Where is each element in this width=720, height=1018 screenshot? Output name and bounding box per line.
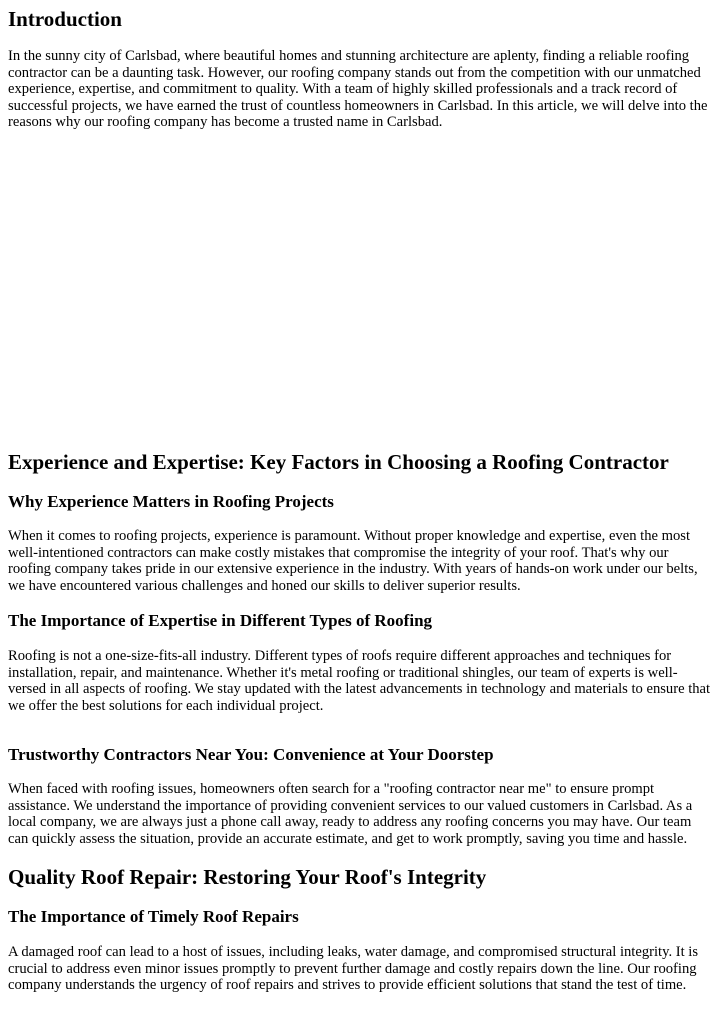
blank-space: [0, 140, 720, 440]
repair-heading: Quality Roof Repair: Restoring Your Roof's Integrity: [8, 865, 487, 889]
timely-repairs-paragraph: A damaged roof can lead to a host of issues, including leaks, water damage, and compromised structural integrity. It is crucial to address even minor issues promptly to prevent further damage and costly repairs down the line. Our roofing company understands the urgency of roof repairs and strives to provide efficient solutions that stand the test of time.: [8, 944, 699, 993]
contractors-near-heading: Trustworthy Contractors Near You: Convenience at Your Doorstep: [8, 745, 494, 764]
expertise-types-heading: The Importance of Expertise in Different Types of Roofing: [8, 611, 433, 630]
why-experience-paragraph: When it comes to roofing projects, experience is paramount. Without proper knowledge and expertise, even the most well-intentioned contractors can make costly mistakes that compromise the integrity of your roof. That's why our roofing company takes pride in our extensive experience in the industry. With years of hands-on work under our belts, we have encountered various challenges and honed our skills to deliver superior results.: [8, 528, 698, 594]
timely-repairs-heading: The Importance of Timely Roof Repairs: [8, 907, 299, 926]
expertise-types-paragraph: Roofing is not a one-size-fits-all industry. Different types of roofs require different approaches and techniques for installation, repair, and maintenance. Whether it's metal roofing or traditional shingles, our team of experts is well-versed in all aspects of roofing. We stay updated with the latest advancements in technology and materials to ensure that we offer the best solutions for each individual project.: [8, 648, 711, 714]
contractors-near-paragraph: When faced with roofing issues, homeowners often search for a "roofing contractor near me" to ensure prompt assistance. We understand the importance of providing convenient services to our valued customers in Carlsbad. As a local company, we are always just a phone call away, ready to address any roofing concerns you may have. Our team can quickly assess the situation, provide an accurate estimate, and get to work promptly, saving you time and hassle.: [8, 781, 693, 847]
why-experience-heading: Why Experience Matters in Roofing Projects: [8, 492, 334, 511]
intro-paragraph: In the sunny city of Carlsbad, where beautiful homes and stunning architecture are aplenty, finding a reliable roofing contractor can be a daunting task. However, our roofing company stands out from the competition with our unmatched experience, expertise, and commitment to quality. With a team of highly skilled professionals and a track record of successful projects, we have earned the trust of countless homeowners in Carlsbad. In this article, we will delve into the reasons why our roofing company has become a trusted name in Carlsbad.: [8, 48, 708, 130]
experience-heading: Experience and Expertise: Key Factors in Choosing a Roofing Contractor: [8, 450, 669, 474]
intro-heading: Introduction: [8, 7, 122, 31]
